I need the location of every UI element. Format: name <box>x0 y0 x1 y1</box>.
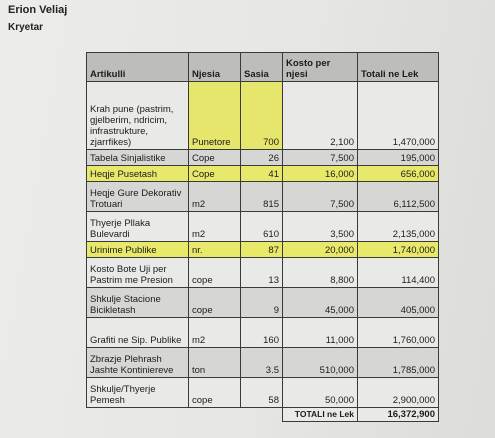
table-row <box>87 182 439 212</box>
cell-sasia: 3.5 <box>241 348 283 378</box>
table-body <box>87 82 439 422</box>
cell-totali: 1,785,000 <box>358 348 439 378</box>
table-total-row <box>87 408 439 422</box>
cell-sasia: 87 <box>241 242 283 258</box>
total-label: TOTALI ne Lek <box>283 408 358 422</box>
cell-artikulli: Krah pune (pastrim, gjelberim, ndricim, infrastrukture, zjarrfikes) <box>87 82 189 150</box>
cell-kosto: 50,000 <box>283 378 358 408</box>
cell-njesia: Cope <box>189 150 241 166</box>
table-header-row <box>87 53 439 82</box>
cost-table-wrapper <box>86 52 438 422</box>
cell-njesia: cope <box>189 378 241 408</box>
total-blank-cell <box>87 408 283 422</box>
cell-sasia: 160 <box>241 318 283 348</box>
cell-artikulli: Thyerje Pllaka Bulevardi <box>87 212 189 242</box>
cell-kosto: 11,000 <box>283 318 358 348</box>
cost-table <box>86 52 439 422</box>
table-row <box>87 318 439 348</box>
total-value: 16,372,900 <box>358 408 439 422</box>
cell-kosto: 16,000 <box>283 166 358 182</box>
cell-njesia: cope <box>189 288 241 318</box>
header-sasia: Sasia <box>241 53 283 82</box>
cell-artikulli: Heqje Gure Dekorativ Trotuari <box>87 182 189 212</box>
cell-kosto: 7,500 <box>283 150 358 166</box>
cell-sasia: 41 <box>241 166 283 182</box>
cell-totali: 1,470,000 <box>358 82 439 150</box>
cell-sasia: 610 <box>241 212 283 242</box>
cell-artikulli: Heqje Pusetash <box>87 166 189 182</box>
cell-njesia: m2 <box>189 182 241 212</box>
header-artikulli: Artikulli <box>87 53 189 82</box>
cell-sasia: 9 <box>241 288 283 318</box>
table-row <box>87 288 439 318</box>
cell-sasia: 700 <box>241 82 283 150</box>
header-totali: Totali ne Lek <box>358 53 439 82</box>
table-row <box>87 242 439 258</box>
cell-kosto: 8,800 <box>283 258 358 288</box>
cell-totali: 2,135,000 <box>358 212 439 242</box>
table-row <box>87 150 439 166</box>
cell-njesia: m2 <box>189 212 241 242</box>
cell-artikulli: Grafiti ne Sip. Publike <box>87 318 189 348</box>
cell-sasia: 815 <box>241 182 283 212</box>
cell-totali: 114,400 <box>358 258 439 288</box>
cell-kosto: 20,000 <box>283 242 358 258</box>
cell-totali: 1,760,000 <box>358 318 439 348</box>
cell-sasia: 13 <box>241 258 283 288</box>
cell-kosto: 3,500 <box>283 212 358 242</box>
cell-totali: 405,000 <box>358 288 439 318</box>
cell-kosto: 510,000 <box>283 348 358 378</box>
cell-artikulli: Shkulje Stacione Bicikletash <box>87 288 189 318</box>
table-row <box>87 212 439 242</box>
cell-kosto: 2,100 <box>283 82 358 150</box>
table-row <box>87 82 439 150</box>
cell-totali: 6,112,500 <box>358 182 439 212</box>
table-row <box>87 378 439 408</box>
table-row <box>87 166 439 182</box>
cell-totali: 2,900,000 <box>358 378 439 408</box>
header-kosto: Kosto per njesi <box>283 53 358 82</box>
cell-kosto: 7,500 <box>283 182 358 212</box>
cell-njesia: m2 <box>189 318 241 348</box>
cell-artikulli: Tabela Sinjalistike <box>87 150 189 166</box>
cell-totali: 656,000 <box>358 166 439 182</box>
cell-njesia: nr. <box>189 242 241 258</box>
table-row <box>87 258 439 288</box>
author-role: Kryetar <box>8 22 44 33</box>
cell-artikulli: Zbrazje Plehrash Jashte Kontiniereve <box>87 348 189 378</box>
header-njesia: Njesia <box>189 53 241 82</box>
author-name: Erion Veliaj <box>8 4 68 16</box>
cell-njesia: cope <box>189 258 241 288</box>
cell-sasia: 26 <box>241 150 283 166</box>
cell-kosto: 45,000 <box>283 288 358 318</box>
cell-artikulli: Shkulje/Thyerje Pemesh <box>87 378 189 408</box>
cell-artikulli: Urinime Publike <box>87 242 189 258</box>
cell-njesia: Cope <box>189 166 241 182</box>
cell-sasia: 58 <box>241 378 283 408</box>
table-row <box>87 348 439 378</box>
cell-njesia: Punetore <box>189 82 241 150</box>
cell-totali: 195,000 <box>358 150 439 166</box>
cell-totali: 1,740,000 <box>358 242 439 258</box>
cell-njesia: ton <box>189 348 241 378</box>
cell-artikulli: Kosto Bote Uji per Pastrim me Presion <box>87 258 189 288</box>
